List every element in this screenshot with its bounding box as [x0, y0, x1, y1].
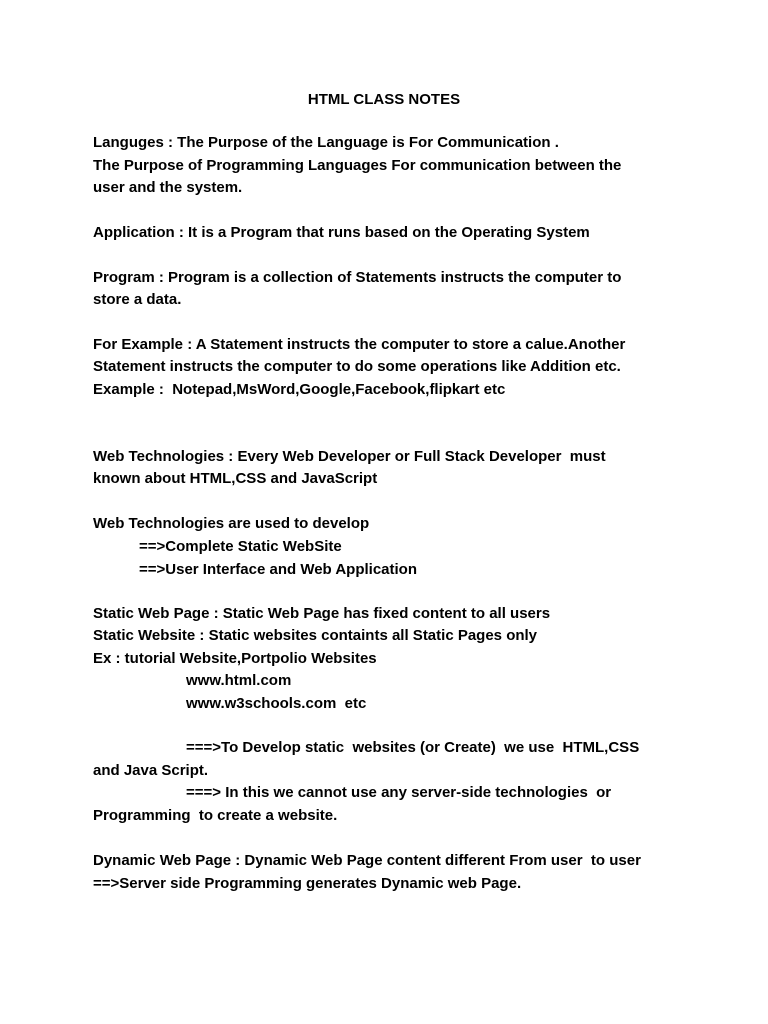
- text-line-for-example: For Example : A Statement instructs the computer to store a calue.Another: [93, 336, 626, 353]
- text-line-url-html: www.html.com: [186, 672, 292, 689]
- text-line-purpose: The Purpose of Programming Languages For communication between the: [93, 157, 622, 174]
- text-line-purpose-cont: user and the system.: [93, 179, 243, 196]
- text-line-ui-web-app-item: ==>User Interface and Web Application: [139, 561, 417, 578]
- text-line-web-technologies: Web Technologies : Every Web Developer or Full Stack Developer must: [93, 448, 606, 465]
- text-line-no-server-side-cont: Programming to create a website.: [93, 807, 338, 824]
- text-line-url-w3schools: www.w3schools.com etc: [186, 695, 367, 712]
- text-line-example: Example : Notepad,MsWord,Google,Facebook,flipkart etc: [93, 381, 506, 398]
- text-line-for-example-cont: Statement instructs the computer to do some operations like Addition etc.: [93, 358, 621, 375]
- text-line-dynamic-web-page: Dynamic Web Page : Dynamic Web Page content different From user to user: [93, 852, 641, 869]
- text-line-develop-static: ===>To Develop static websites (or Create) we use HTML,CSS: [186, 739, 640, 756]
- document-title: HTML CLASS NOTES: [307, 91, 461, 108]
- text-line-application: Application : It is a Program that runs based on the Operating System: [93, 224, 590, 241]
- text-line-languages: Languges : The Purpose of the Language is For Communication .: [93, 134, 559, 151]
- text-line-ex: Ex : tutorial Website,Portpolio Websites: [93, 650, 377, 667]
- text-line-server-side: ==>Server side Programming generates Dynamic web Page.: [93, 875, 522, 892]
- text-line-static-web-page: Static Web Page : Static Web Page has fixed content to all users: [93, 605, 551, 622]
- text-line-static-website-item: ==>Complete Static WebSite: [139, 538, 342, 555]
- text-line-develop-static-cont: and Java Script.: [93, 762, 209, 779]
- text-line-web-technologies-cont: known about HTML,CSS and JavaScript: [93, 470, 378, 487]
- text-line-web-tech-develop: Web Technologies are used to develop: [93, 515, 370, 532]
- text-line-program: Program : Program is a collection of Statements instructs the computer to: [93, 269, 622, 286]
- text-line-static-website: Static Website : Static websites containts all Static Pages only: [93, 627, 538, 644]
- text-line-no-server-side: ===> In this we cannot use any server-side technologies or: [186, 784, 612, 801]
- text-line-program-cont: store a data.: [93, 291, 182, 308]
